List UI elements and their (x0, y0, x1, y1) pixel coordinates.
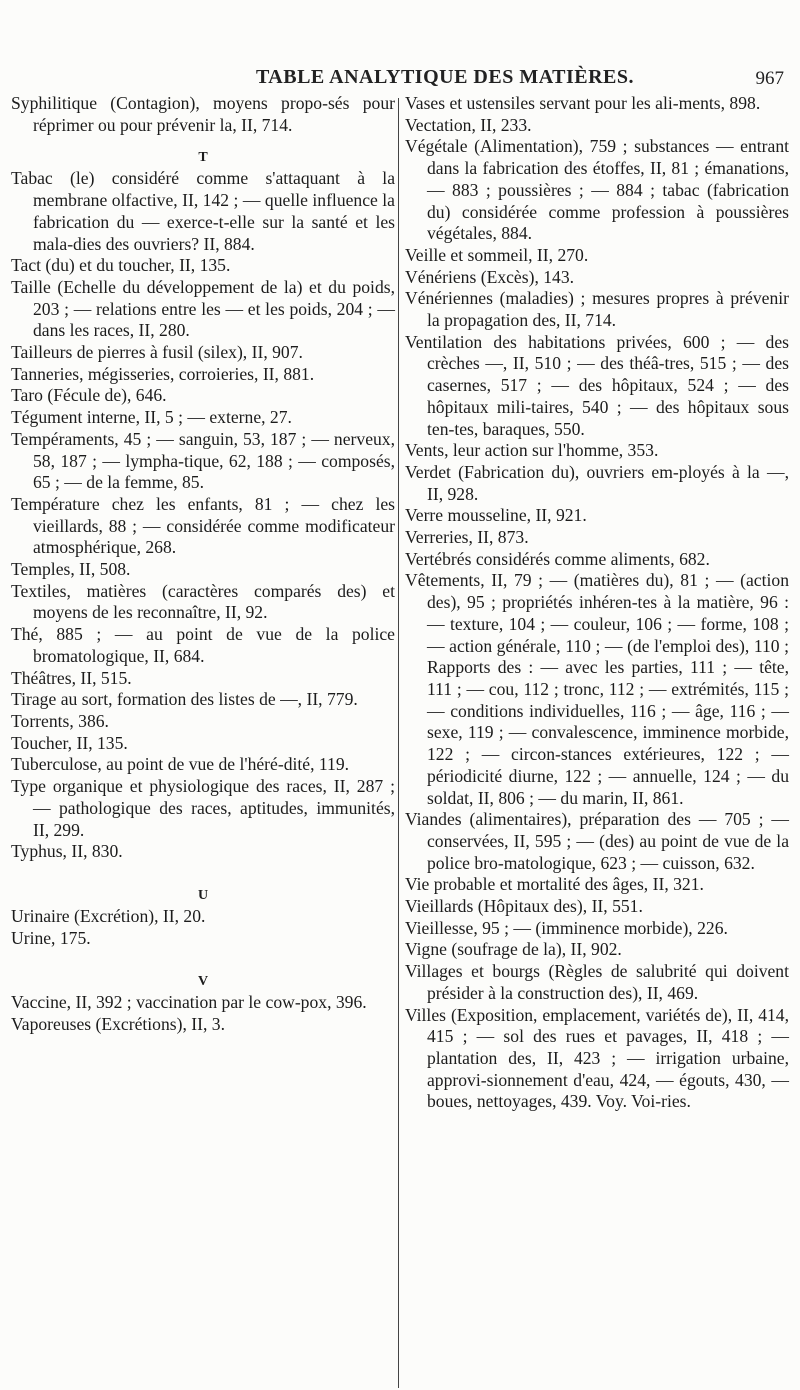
index-entry: Torrents, 386. (11, 710, 109, 731)
index-entry: Tirage au sort, formation des listes de —, II, 779. (11, 689, 358, 710)
index-entry: Vaccine, II, 392 ; vaccination par le cow-pox, 396. (11, 992, 367, 1013)
page-title: TABLE ANALYTIQUE DES MATIÈRES. (255, 66, 635, 88)
index-entry: Viandes (alimentaires), préparation des — 705 ; — conservées, II, 595 ; — (des) au point de vue de la police bro-matologique, 623 ; — cuisson, 632. (405, 809, 789, 873)
column-divider (398, 98, 399, 1388)
right-column (405, 93, 789, 1113)
index-entry: Tanneries, mégisseries, corroieries, II, 881. (11, 363, 315, 384)
index-entry: Verdet (Fabrication du), ouvriers em-ployés à la —, II, 928. (405, 461, 789, 504)
index-entry: Verreries, II, 873. (405, 527, 529, 548)
index-entry: Tailleurs de pierres à fusil (silex), II, 907. (11, 342, 303, 363)
index-entry: Tégument interne, II, 5 ; — externe, 27. (11, 407, 292, 428)
index-entry: Villages et bourgs (Règles de salubrité qui doivent présider à la construction des), II, 469. (405, 961, 789, 1003)
index-entry: Tact (du) et du toucher, II, 135. (11, 255, 231, 276)
running-header (0, 66, 800, 96)
index-entry: Urine, 175. (11, 927, 91, 948)
index-entry: Vertébrés considérés comme aliments, 682. (405, 548, 710, 569)
section-letter-v: V (197, 974, 209, 990)
index-entry: Vaporeuses (Excrétions), II, 3. (11, 1014, 225, 1035)
index-entry: Ventilation des habitations privées, 600 ; — des crèches —, II, 510 ; — des théâ-tres, 515 ; — des casernes, 517 ; — des hôpitaux, 524 ; — des hôpitaux mili-taires, 540 ; — des hôpitaux sous ten-tes, baraques, 550. (405, 331, 789, 439)
index-entry: Villes (Exposition, emplacement, variétés de), II, 414, 415 ; — sol des rues et pavages, II, 418 ; — plantation des, II, 423 ; — irrigation urbaine, approvi-sionnement d'eau, 424, — égouts, 430, — boues, nettoyages, 439. Voy. Voi-ries. (405, 1004, 789, 1112)
index-entry: Vénériens (Excès), 143. (405, 266, 575, 287)
index-entry: Vêtements, II, 79 ; — (matières du), 81 ; — (action des), 95 ; propriétés inhéren-tes à la matière, 96 : — texture, 104 ; — couleur, 106 ; — forme, 108 ; — action générale, 110 ; — (de l'emploi des), 110 ; Rapports des : — avec les parties, 111 ; — tête, 111 ; — cou, 112 ; tronc, 112 ; — extrémités, 115 ; — conditions individuelles, 116 ; — âge, 116 ; — sexe, 119 ; — convalescence, imminence morbide, 122 ; — circon-stances extérieures, 122 ; — périodicité diurne, 122 ; — annuelle, 124 ; — du soldat, II, 806 ; — du marin, II, 861. (405, 570, 789, 808)
index-entry: Tabac (le) considéré comme s'attaquant à la membrane olfactive, II, 142 ; — quelle influence la fabrication du — exerce-t-elle sur la santé et les mala-dies des ouvriers? II, 884. (11, 168, 395, 254)
index-entry: Typhus, II, 830. (11, 841, 123, 862)
index-entry: Théâtres, II, 515. (11, 667, 132, 688)
index-entry: Verre mousseline, II, 921. (405, 505, 587, 526)
page-number: 967 (755, 68, 784, 89)
index-entry: Veille et sommeil, II, 270. (405, 244, 589, 265)
index-entry: Taille (Echelle du développement de la) et du poids, 203 ; — relations entre les — et les poids, 204 ; — dans les races, II, 280. (11, 276, 395, 341)
index-entry: Vigne (soufrage de la), II, 902. (405, 939, 622, 960)
index-entry: Syphilitique (Contagion), moyens propo-sés pour réprimer ou pour prévenir la, II, 714. (11, 93, 395, 135)
section-letter-u: U (197, 887, 209, 903)
index-entry: Végétale (Alimentation), 759 ; substances — entrant dans la fabrication des étoffes, II, 81 ; émanations, — 883 ; poussières ; — 884 ; tabac (fabrication du) considérée comme profession à poussières végétales, 884. (405, 136, 789, 244)
index-entry: Temples, II, 508. (11, 559, 131, 580)
index-entry: Type organique et physiologique des races, II, 287 ; — pathologique des races, aptitudes, immunités, II, 299. (11, 776, 395, 840)
index-entry: Thé, 885 ; — au point de vue de la police bromatologique, II, 684. (11, 624, 395, 666)
index-entry: Vie probable et mortalité des âges, II, 321. (405, 874, 704, 895)
index-entry: Vieillards (Hôpitaux des), II, 551. (405, 896, 643, 917)
left-column (11, 93, 395, 1036)
index-entry: Urinaire (Excrétion), II, 20. (11, 905, 206, 926)
index-entry: Tempéraments, 45 ; — sanguin, 53, 187 ; — nerveux, 58, 187 ; — lympha-tique, 62, 188 ; — composés, 65 ; — de la femme, 85. (11, 428, 395, 493)
index-entry: Tuberculose, au point de vue de l'héré-dité, 119. (11, 754, 350, 775)
index-entry: Température chez les enfants, 81 ; — chez les vieillards, 88 ; — considérée comme modificateur atmosphérique, 268. (11, 493, 395, 558)
index-entry: Vectation, II, 233. (405, 114, 532, 135)
index-entry: Toucher, II, 135. (11, 732, 128, 753)
section-letter-t: T (198, 150, 208, 166)
index-entry: Vents, leur action sur l'homme, 353. (405, 440, 659, 461)
index-entry: Taro (Fécule de), 646. (11, 385, 167, 406)
index-entry: Vases et ustensiles servant pour les ali-ments, 898. (405, 93, 761, 113)
index-entry: Vieillesse, 95 ; — (imminence morbide), 226. (405, 917, 728, 938)
index-entry: Vénériennes (maladies) ; mesures propres à prévenir la propagation des, II, 714. (405, 288, 789, 331)
index-entry: Textiles, matières (caractères comparés des) et moyens de les reconnaître, II, 92. (11, 580, 395, 623)
